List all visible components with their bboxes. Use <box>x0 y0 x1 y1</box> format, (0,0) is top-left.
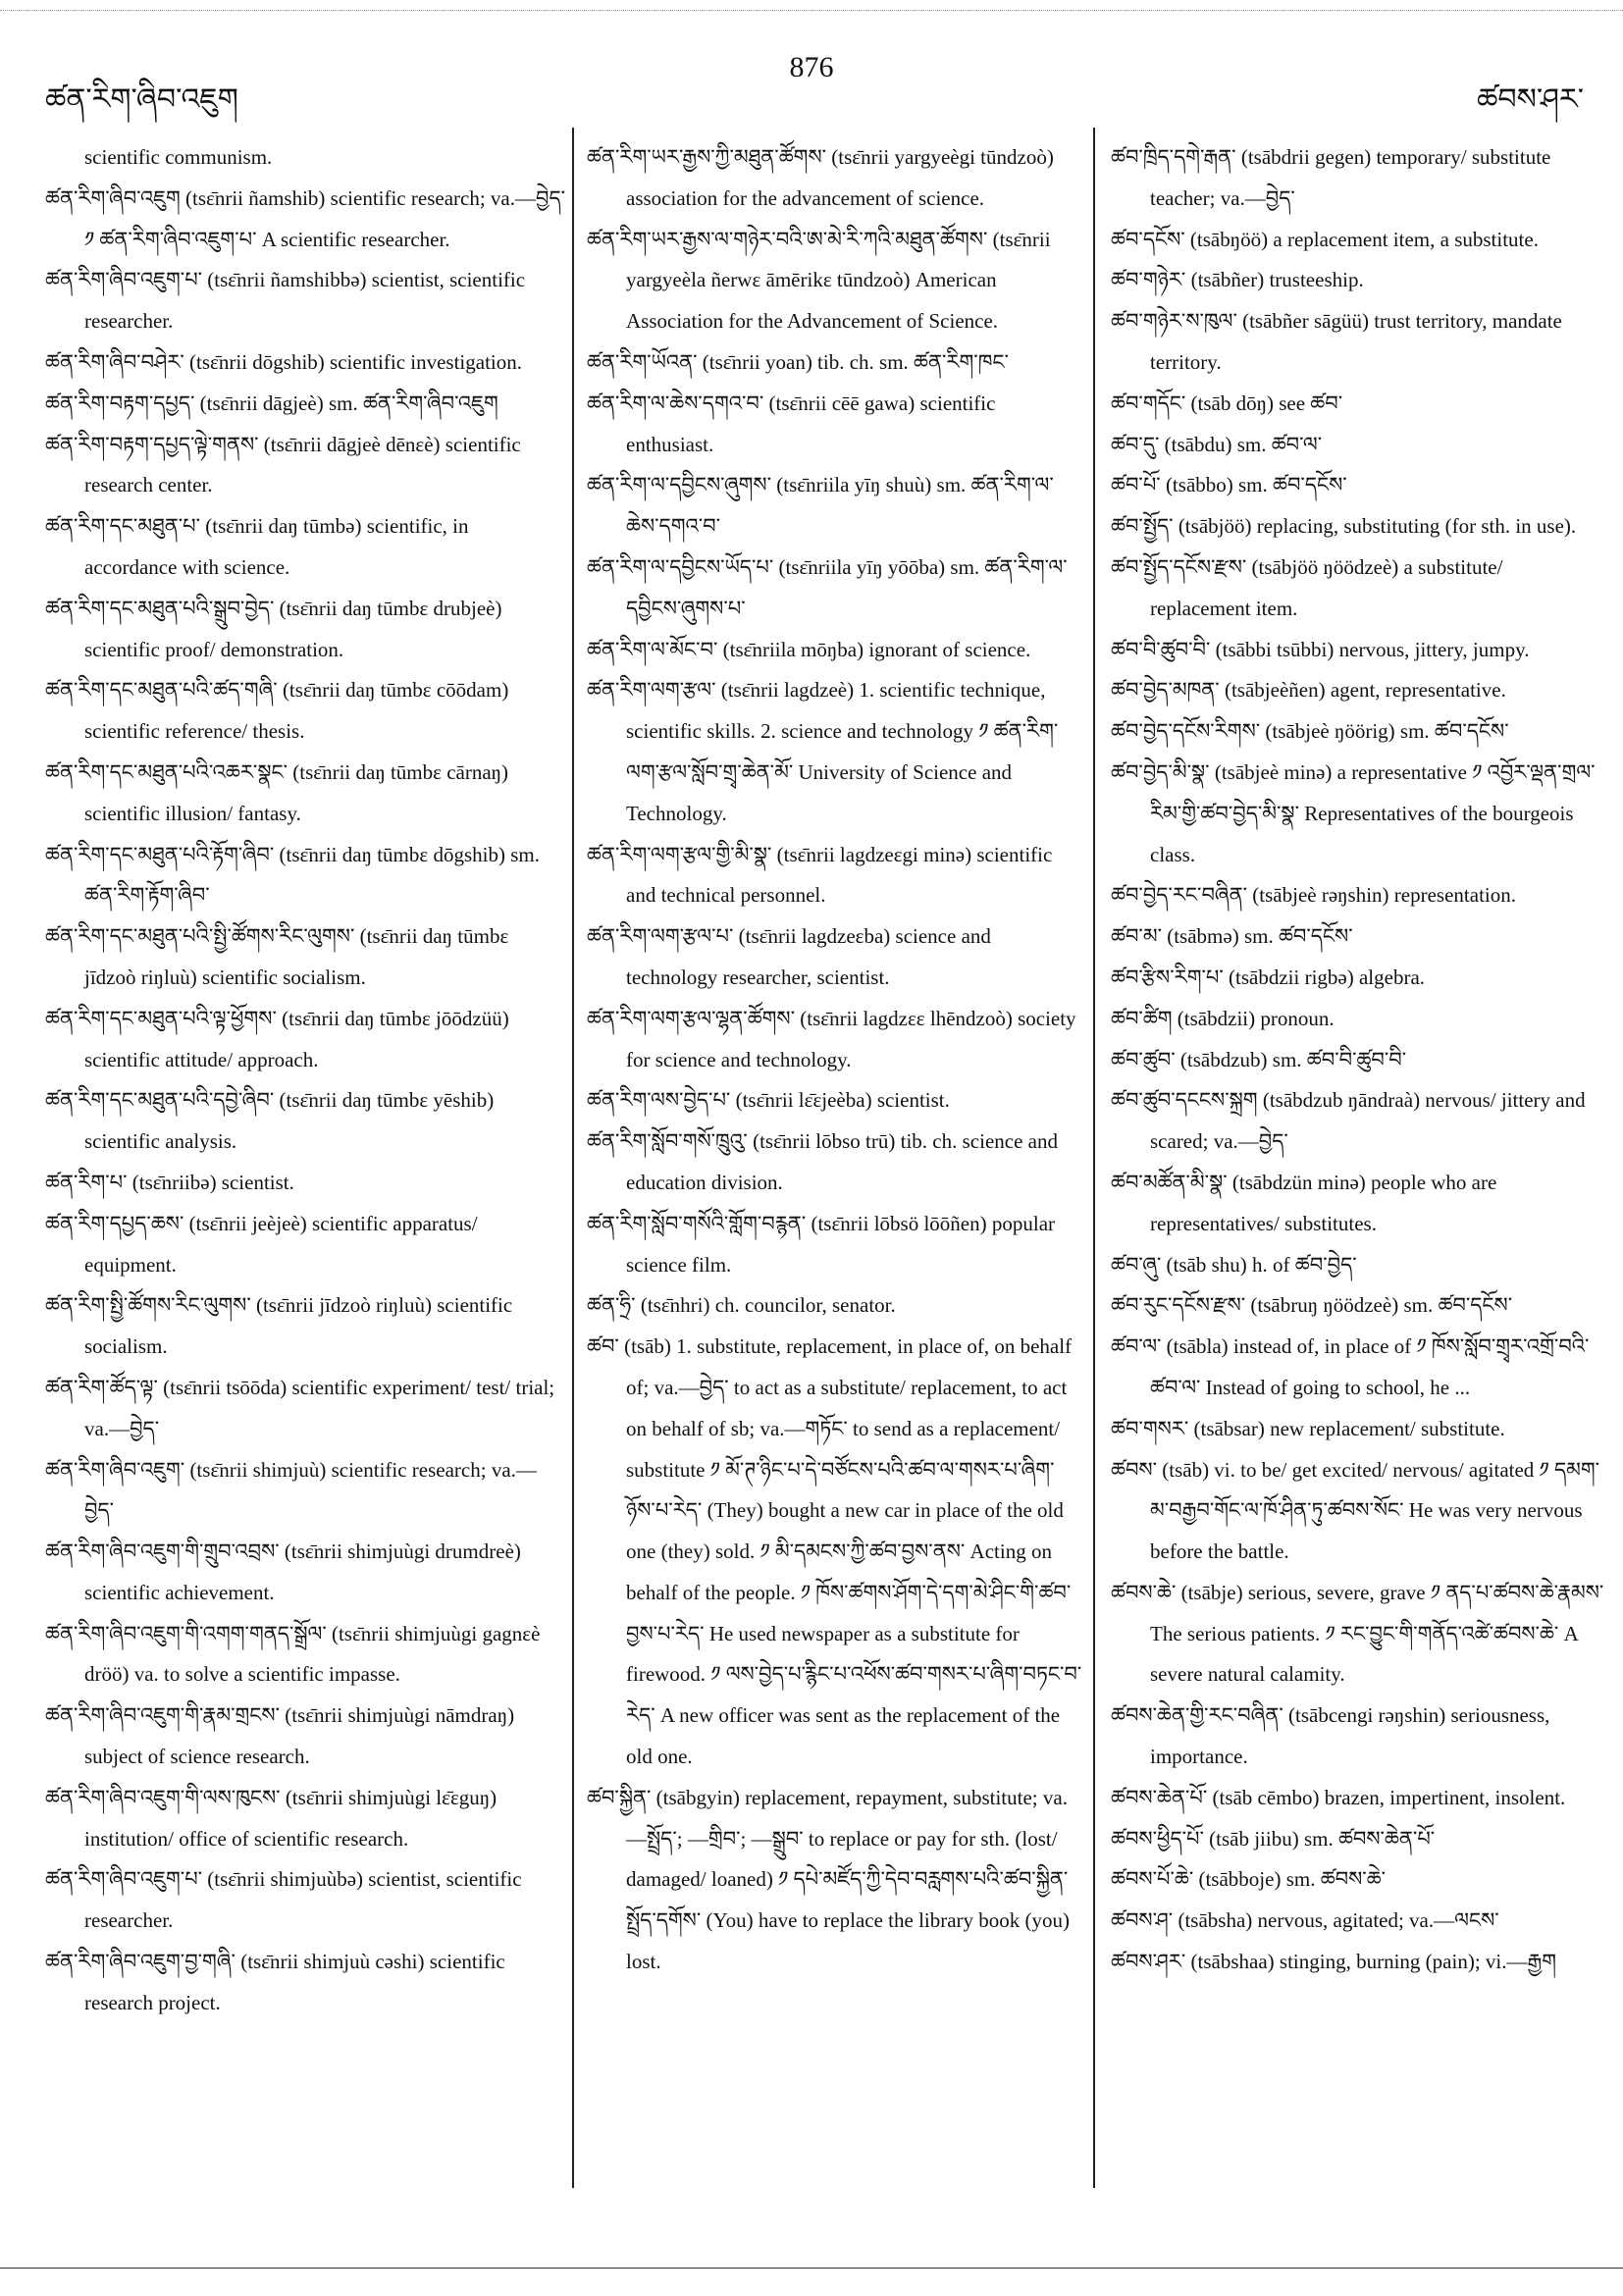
dictionary-entry: ཚབ་མ་ (tsābmə) sm. ཚབ་དངོས་ <box>1111 924 1353 949</box>
dictionary-column-1 <box>45 137 565 2178</box>
dictionary-entry: ཚབས་ཕྱིད་པོ་ (tsāb jiibu) sm. ཚབས་ཆེན་པོ་ <box>1111 1826 1436 1851</box>
dictionary-column-2 <box>587 137 1082 2178</box>
dictionary-entry: ཚབ་བི་ཚུབ་བི་ (tsābbi tsūbbi) nervous, jittery, jumpy. <box>1111 637 1530 661</box>
dictionary-entry: ཚབ་སྐྱིན་ (tsābgyin) replacement, repayment, substitute; va.—སྤྲོད་; —གྲིབ་; —སྒྲུབ་ to replace or pay for sth. (lost/ damaged/ loaned) ༡ དཔེ་མཛོད་ཀྱི་དེབ་བརླགས་པའི་ཚབ་སྐྱིན་སྤྲོད་དགོས་ (You) have to replace the library book (you) lost. <box>587 1785 1071 1974</box>
dictionary-entry: ཚན་རིག་ཞིབ་འཇུག་གི་གྲུབ་འབྲས་ (tsɛ̄nrii shimjuùgi drumdreè) scientific achievement. <box>45 1539 521 1604</box>
dictionary-entry: ཚན་རིག་དང་མཐུན་པའི་སྤྱི་ཚོགས་རིང་ལུགས་ (tsɛ̄nrii daŋ tūmbɛ jīdzoò riŋluù) scientific socialism. <box>45 924 509 989</box>
dictionary-entry: ཚབ་བྱེད་དངོས་རིགས་ (tsābjeè ŋöörig) sm. ཚབ་དངོས་ <box>1111 719 1509 744</box>
dictionary-entry: ཚན་རིག་ལ་མོང་བ་ (tsɛ̄nriila mōŋba) ignorant of science. <box>587 637 1031 661</box>
dictionary-entry: ཚན་རིག་ལ་དབྱིངས་ཞུགས་ (tsɛ̄nriila yīŋ shuù) sm. ཚན་རིག་ལ་ཆེས་དགའ་བ་ <box>587 473 1054 539</box>
top-rule <box>0 10 1623 11</box>
dictionary-entry: ཚབ་གསར་ (tsābsar) new replacement/ substitute. <box>1111 1416 1505 1440</box>
dictionary-entry: ཚབ་ (tsāb) 1. substitute, replacement, in place of, on behalf of; va.—བྱེད་ to act as a substitute/ replacement, to act on behalf of sb; va.—གཏོང་ to send as a replacement/ substitute ༡ མོ་ཊ་ཉིང་པ་དེ་བཙོངས་པའི་ཚབ་ལ་གསར་པ་ཞིག་ཉོས་པ་རེད་ (They) bought a new car in place of the old one (they) sold. ༡ མི་དམངས་ཀྱི་ཚབ་བྱས་ནས་ Acting on behalf of the people. ༡ ཁོས་ཚགས་ཤོག་དེ་དག་མེ་ཤིང་གི་ཚབ་བྱས་པ་རེད་ He used newspaper as a substitute for firewood. ༡ ལས་བྱེད་པ་རྙིང་པ་འཕོས་ཚབ་གསར་པ་ཞིག་བཏང་བ་རེད་ A new officer was sent as the replacement of the old one. <box>587 1334 1082 1769</box>
header-right-guide-word: ཚབས་ཤར་ <box>1477 83 1584 116</box>
dictionary-entry: ཚབ་གཉེར་ (tsābñer) trusteeship. <box>1111 268 1364 292</box>
dictionary-entry: ཚན་རིག་དང་མཐུན་པའི་དབྱེ་ཞིབ་ (tsɛ̄nrii daŋ tūmbɛ yēshib) scientific analysis. <box>45 1088 495 1154</box>
dictionary-entry: ཚབ་ཚིག (tsābdzii) pronoun. <box>1111 1006 1335 1030</box>
dictionary-entry: ཚན་རིག་པ་ (tsɛ̄nriibə) scientist. <box>45 1170 294 1194</box>
dictionary-entry: ཚན་རིག་ལ་དབྱིངས་ཡོད་པ་ (tsɛ̄nriila yīŋ yōōba) sm. ཚན་རིག་ལ་དབྱིངས་ཞུགས་པ་ <box>587 554 1068 620</box>
dictionary-entry: ཚན་རིག་ཞིབ་འཇུག་ (tsɛ̄nrii shimjuù) scientific research; va.—བྱེད་ <box>45 1457 537 1523</box>
dictionary-entry: scientific communism. <box>84 145 273 169</box>
dictionary-entry: ཚབ་མཚོན་མི་སྣ་ (tsābdzün minə) people who are representatives/ substitutes. <box>1111 1170 1497 1235</box>
column-divider <box>1093 128 1095 2188</box>
dictionary-entry: ཚན་རིག་ཞིབ་འཇུག་པ་ (tsɛ̄nrii shimjuùbə) scientist, scientific researcher. <box>45 1867 522 1933</box>
dictionary-entry: ཚན་རིག་ལ་ཆེས་དགའ་བ་ (tsɛ̄nrii cēē gawa) scientific enthusiast. <box>587 391 996 456</box>
dictionary-entry: ཚབ་བྱེད་མཁན་ (tsābjeèñen) agent, representative. <box>1111 678 1506 703</box>
dictionary-entry: ཚན་རིག་སློབ་གསོ་ཁྲུའུ་ (tsɛ̄nrii lōbso trū) tib. ch. science and education division. <box>587 1129 1058 1194</box>
dictionary-entry: ཚབ་གདོང་ (tsāb dōŋ) see ཚབ་ <box>1111 391 1343 415</box>
dictionary-entry: ཚབ་ཚུབ་དངངས་སྐྲག (tsābdzub ŋāndraà) nervous/ jittery and scared; va.—བྱེད་ <box>1111 1088 1586 1154</box>
dictionary-entry: ཚབ་སྤྱོད་དངོས་རྫས་ (tsābjöö ŋöödzeè) a substitute/ replacement item. <box>1111 554 1503 620</box>
dictionary-entry: ཚན་རིག་དང་མཐུན་པའི་སྒྲུབ་བྱེད་ (tsɛ̄nrii daŋ tūmbɛ drubjeè) scientific proof/ demonstration. <box>45 596 502 661</box>
page-number: 876 <box>789 51 834 83</box>
column-divider <box>572 128 574 2188</box>
dictionary-entry: ཚབ་ཞུ་ (tsāb shu) h. of ཚབ་བྱེད་ <box>1111 1252 1357 1277</box>
dictionary-entry: ཚབས་ཤ་ (tsābsha) nervous, agitated; va.—ལངས་ <box>1111 1908 1499 1933</box>
dictionary-entry: ཚན་རིག་ལས་བྱེད་པ་ (tsɛ̄nrii lɛ̄ɛjeèba) scientist. <box>587 1088 950 1113</box>
dictionary-entry: ཚབ་ཁྲིད་དགེ་རྒན་ (tsābdrii gegen) temporary/ substitute teacher; va.—བྱེད་ <box>1111 145 1551 210</box>
dictionary-entry: ཚབས་ཆེན་པོ་ (tsāb cēmbo) brazen, impertinent, insolent. <box>1111 1785 1566 1809</box>
dictionary-entry: ཚབས་ཆེ་ (tsābje) serious, severe, grave ༡ ནད་པ་ཚབས་ཆེ་རྣམས་ The serious patients. ༡ རང་བྱུང་གི་གནོད་འཚེ་ཚབས་ཆེ་ A severe natural calamity. <box>1111 1580 1604 1687</box>
dictionary-entry: ཚབ་ཚུབ་ (tsābdzub) sm. ཚབ་བི་ཚུབ་བི་ <box>1111 1047 1407 1071</box>
dictionary-entry: ཚན་རིག་སློབ་གསོའི་གློག་བརྙན་ (tsɛ̄nrii lōbsö lōōñen) popular science film. <box>587 1211 1056 1277</box>
dictionary-entry: ཚབ་གཉེར་ས་ཁུལ་ (tsābñer sāgüü) trust territory, mandate territory. <box>1111 309 1562 374</box>
dictionary-column-3 <box>1111 137 1606 2178</box>
dictionary-entry: ཚན་རིག་དཔྱད་ཆས་ (tsɛ̄nrii jeèjeè) scientific apparatus/ equipment. <box>45 1211 478 1277</box>
dictionary-entry: ཚན་རིག་ལག་རྩལ་གྱི་མི་སྣ་ (tsɛ̄nrii lagdzeɛgi minə) scientific and technical personnel. <box>587 842 1053 908</box>
header-left-guide-word: ཚན་རིག་ཞིབ་འཇུག <box>45 83 238 116</box>
dictionary-entry: ཚན་རིག་ཞིབ་འཇུག་གི་རྣམ་གྲངས་ (tsɛ̄nrii shimjuùgi nāmdraŋ) subject of science research. <box>45 1703 515 1769</box>
dictionary-entry: ཚན་རིག་ཚོད་ལྟ་ (tsɛ̄nrii tsōōda) scientific experiment/ test/ trial; va.—བྱེད་ <box>45 1375 555 1440</box>
dictionary-entry: ཚབས་ (tsāb) vi. to be/ get excited/ nervous/ agitated ༡ དམག་མ་བརྒྱབ་གོང་ལ་ཁོ་ཤིན་ཏུ་ཚབས་སོང་ He was very nervous before the battle. <box>1111 1457 1600 1564</box>
dictionary-entry: ཚན་རིག་དང་མཐུན་པའི་ཚད་གཞི་ (tsɛ̄nrii daŋ tūmbɛ cōōdam) scientific reference/ thesis. <box>45 678 509 744</box>
dictionary-entry: ཚབ་བྱེད་མི་སྣ་ (tsābjeè minə) a representative ༡ འབྱོར་ལྡན་གྲལ་རིམ་གྱི་ཚབ་བྱེད་མི་སྣ་ Representatives of the bourgeois class. <box>1111 759 1596 866</box>
dictionary-entry: ཚབས་པོ་ཆེ་ (tsābboje) sm. ཚབས་ཆེ་ <box>1111 1867 1387 1892</box>
dictionary-entry: ཚན་ཧྲི་ (tsɛ̄nhri) ch. councilor, senator. <box>587 1293 896 1318</box>
bottom-rule <box>0 2268 1623 2269</box>
dictionary-entry: ཚན་རིག་ཡར་རྒྱས་ཀྱི་མཐུན་ཚོགས་ (tsɛ̄nrii yargyeègi tūndzoò) association for the advancement of science. <box>587 145 1054 210</box>
dictionary-entry: ཚན་རིག་ཞིབ་འཇུག་གི་ལས་ཁུངས་ (tsɛ̄nrii shimjuùgi lɛ̄ɛguŋ) institution/ office of scientific research. <box>45 1785 497 1851</box>
dictionary-entry: ཚན་རིག་ཡར་རྒྱས་ལ་གཉེར་བའི་ཨ་མེ་རི་ཀའི་མཐུན་ཚོགས་ (tsɛ̄nrii yargyeèla ñerwɛ āmērikɛ tūndzoò) American Association for the Advancement of Science. <box>587 227 1051 334</box>
dictionary-entry: ཚན་རིག་སྤྱི་ཚོགས་རིང་ལུགས་ (tsɛ̄nrii jīdzoò riŋluù) scientific socialism. <box>45 1293 513 1359</box>
page-header <box>0 39 1623 116</box>
dictionary-entry: ཚན་རིག་ཞིབ་འཇུག་གི་འགག་གནད་སྒྲོལ་ (tsɛ̄nrii shimjuùgi gagnɛè dröö) va. to solve a scientific impasse. <box>45 1621 541 1687</box>
dictionary-entry: ཚན་རིག་དང་མཐུན་པའི་རྟོག་ཞིབ་ (tsɛ̄nrii daŋ tūmbɛ dōgshib) sm. ཚན་རིག་རྟོག་ཞིབ་ <box>45 842 540 908</box>
dictionary-entry: ཚབས་ཤར་ (tsābshaa) stinging, burning (pain); vi.—རྒྱག <box>1111 1950 1557 1974</box>
dictionary-entry: ཚན་རིག་བརྟག་དཔྱད་ (tsɛ̄nrii dāgjeè) sm. ཚན་རིག་ཞིབ་འཇུག <box>45 391 498 415</box>
dictionary-entry: ཚབ་པོ་ (tsābbo) sm. ཚབ་དངོས་ <box>1111 473 1347 497</box>
dictionary-entry: ཚན་རིག་བརྟག་དཔྱད་ལྟེ་གནས་ (tsɛ̄nrii dāgjeè dēnɛè) scientific research center. <box>45 432 521 497</box>
dictionary-entry: ཚན་རིག་ཡོའན་ (tsɛ̄nrii yoan) tib. ch. sm. ཚན་རིག་ཁང་ <box>587 349 1009 374</box>
dictionary-entry: ཚན་རིག་ལག་རྩལ་ (tsɛ̄nrii lagdzeè) 1. scientific technique, scientific skills. 2. science and technology ༡ ཚན་རིག་ལག་རྩལ་སློབ་གྲྭ་ཆེན་མོ་ University of Science and Technology. <box>587 678 1059 825</box>
dictionary-entry: ཚན་རིག་དང་མཐུན་པ་ (tsɛ̄nrii daŋ tūmbə) scientific, in accordance with science. <box>45 514 469 579</box>
dictionary-entry: ཚབ་བྱེད་རང་བཞིན་ (tsābjeè rəŋshin) representation. <box>1111 883 1516 908</box>
dictionary-entry: ཚན་རིག་དང་མཐུན་པའི་འཆར་སྣང་ (tsɛ̄nrii daŋ tūmbɛ cārnaŋ) scientific illusion/ fantasy. <box>45 759 509 825</box>
dictionary-entry: ཚན་རིག་ཞིབ་འཇུག (tsɛ̄nrii ñamshib) scientific research; va.—བྱེད་ ༡ ཚན་རིག་ཞིབ་འཇུག་པ་ A scientific researcher. <box>45 185 565 251</box>
dictionary-entry: ཚབ་རྩིས་རིག་པ་ (tsābdzii rigbə) algebra. <box>1111 965 1426 989</box>
dictionary-entry: ཚབ་དངོས་ (tsābŋöö) a replacement item, a substitute. <box>1111 227 1539 251</box>
dictionary-entry: ཚན་རིག་ལག་རྩལ་ལྷན་ཚོགས་ (tsɛ̄nrii lagdzɛɛ lhēndzoò) society for science and technology. <box>587 1006 1076 1071</box>
dictionary-entry: ཚན་རིག་ཞིབ་འཇུག་བྱ་གཞི་ (tsɛ̄nrii shimjuù cəshi) scientific research project. <box>45 1950 505 2014</box>
dictionary-entry: ཚབ་དུ་ (tsābdu) sm. ཚབ་ལ་ <box>1111 432 1323 456</box>
dictionary-entry: ཚན་རིག་དང་མཐུན་པའི་ལྟ་ཕྱོགས་ (tsɛ̄nrii daŋ tūmbɛ jōōdzüü) scientific attitude/ approach. <box>45 1006 509 1071</box>
dictionary-entry: ཚན་རིག་ལག་རྩལ་པ་ (tsɛ̄nrii lagdzeɛba) science and technology researcher, scientist. <box>587 924 991 989</box>
dictionary-entry: ཚབས་ཆེན་གྱི་རང་བཞིན་ (tsābcengi rəŋshin) seriousness, importance. <box>1111 1703 1550 1769</box>
dictionary-entry: ཚན་རིག་ཞིབ་འཇུག་པ་ (tsɛ̄nrii ñamshibbə) scientist, scientific researcher. <box>45 268 526 334</box>
dictionary-entry: ཚབ་ལ་ (tsābla) instead of, in place of ༡ ཁོས་སློབ་གྲྭར་འགྲོ་བའི་ཚབ་ལ་ Instead of going to school, he ... <box>1111 1334 1590 1399</box>
dictionary-entry: ཚབ་སྤྱོད་ (tsābjöö) replacing, substituting (for sth. in use). <box>1111 514 1577 539</box>
dictionary-entry: ཚབ་རུང་དངོས་རྫས་ (tsābruŋ ŋöödzeè) sm. ཚབ་དངོས་ <box>1111 1293 1513 1318</box>
dictionary-entry: ཚན་རིག་ཞིབ་བཤེར་ (tsɛ̄nrii dōgshib) scientific investigation. <box>45 349 522 374</box>
